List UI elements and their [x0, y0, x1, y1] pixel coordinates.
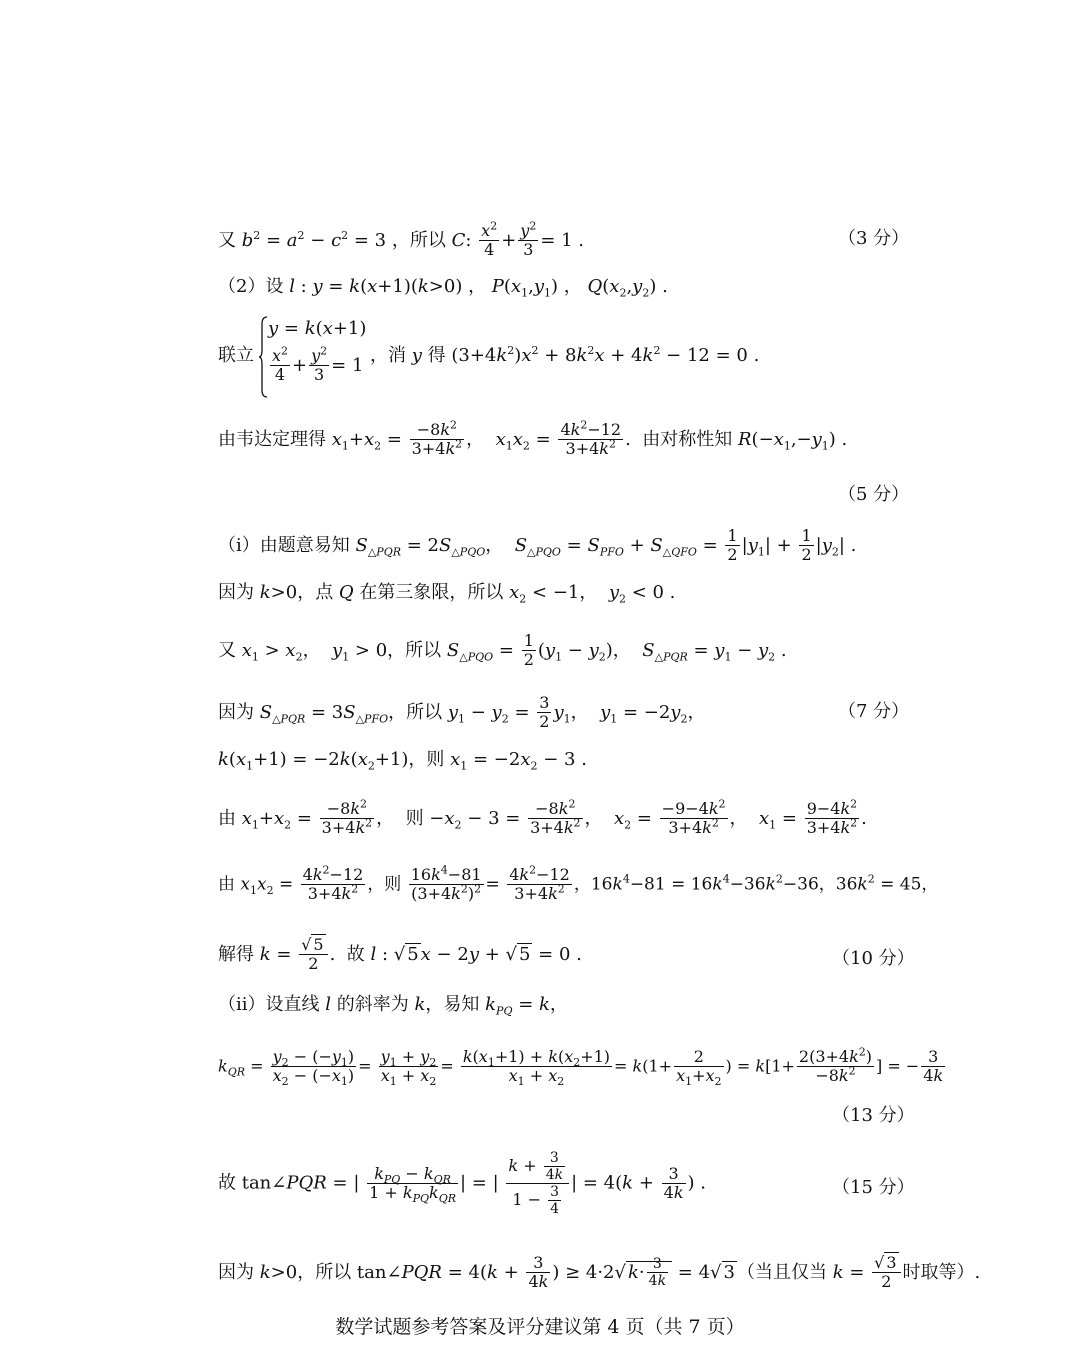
solution-line-system-label: 联立	[218, 345, 254, 366]
score-5: （5 分）	[838, 484, 910, 505]
score-10: （10 分）	[832, 948, 915, 969]
score-15: （15 分）	[832, 1177, 915, 1198]
solution-line-part-ii: （ⅱ）设直线 l 的斜率为 k，易知 $k_{PQ} = k$，	[218, 994, 568, 1018]
solution-line-quadrant: 因为 k>0，点 Q 在第三象限，所以 $x_2 < -1$， $y_2 < 0$ .	[218, 582, 676, 606]
system-eq2: $\frac{x^2}{4}$ + $\frac{y^2}{3}$ = 1	[272, 344, 364, 385]
solution-line-area-ratio: 因为 $S_{\triangle PQR} = 3S_{\triangle PFO}$，所以 $y_1 - y_2$ = $\frac{3}{2}$ $y_1$， $y_1 = -2y_2$，	[218, 693, 706, 732]
solution-line-inequality: 因为 k>0，所以 tan∠PQR = 4(k + $\frac{3}{4k}$ ) ≥ 4·2√ k· $\frac{3}{4k}$ = 4√ 3 （当且仅当 k = $\frac{√ 3}{2}$ 时取等）.	[218, 1253, 981, 1292]
solution-line-part2-setup: （2）设 l : y = k(x+1)(k>0) ， $P(x_1,y_1)$ ， $Q(x_2,y_2)$ .	[218, 276, 668, 300]
system-brace	[258, 316, 268, 398]
solution-line-vieta: 由韦达定理得 $x_1+x_2$ = $\frac{-8k^2}{3+4k^2}$ ， $x_1x_2$ = $\frac{4k^2-12}{3+4k^2}$ . 由对称性知 $R(-x_1,-y_1)$ .	[218, 418, 848, 459]
solution-line-eliminate-y: ，消 y 得 $(3+4k^2)x^2 + 8k^2x + 4k^2 - 12 = 0$ .	[370, 344, 760, 366]
score-3: （3 分）	[838, 228, 910, 249]
solution-line-kqr: $k_{QR}$ = $\frac{y_2 - (-y_1)}{x_2 - (-x_1)}$ = $\frac{y_1 + y_2}{x_1 + x_2}$ = $\frac{k(x_1+1) + k(x_2+1)}{x_1 + x_2}$ = k(1+ $\frac{2}{x_1+x_2}$ ) = k[1+ $\frac{2(3+4k^2)}{-8k^2}$ ] = − $\frac{3}{4k}$	[218, 1045, 944, 1089]
solution-line-b-squared: 又 $b^2 = a^2 - c^2 = 3$ ，所以 C: $\frac{x^2}{4}$ + $\frac{y^2}{3}$ = 1 .	[218, 219, 585, 260]
score-7: （7 分）	[838, 701, 910, 722]
solution-line-solve-x: 由 $x_1+x_2$ = $\frac{-8k^2}{3+4k^2}$ ， 则 $-x_2 - 3$ = $\frac{-8k^2}{3+4k^2}$ ， $x_2$ = $\frac{-9-4k^2}{3+4k^2}$ ， $x_1$ = $\frac{9-4k^2}{3+4k^2}$ .	[218, 797, 867, 838]
solution-line-area-i: （ⅰ）由题意易知 $S_{\triangle PQR} = 2S_{\triangle PQO}$， $S_{\triangle PQO} = S_{PFO} + S_{\triangle QFO}$ = $\frac{1}{2}$ $|y_1|$ + $\frac{1}{2}$ $|y_2|$ .	[218, 526, 857, 565]
solution-line-solve-k: 由 $x_1x_2$ = $\frac{4k^2-12}{3+4k^2}$ ，则 $\frac{16k^4-81}{(3+4k^2)^2}$ = $\frac{4k^2-12}{3+4k^2}$ ，$16k^4-81 = 16k^4-36k^2-36$，$36k^2 = 45$，	[218, 863, 939, 904]
score-13: （13 分）	[832, 1105, 915, 1126]
solution-line-area-express: 又 $x_1 > x_2$， $y_1 > 0$，所以 $S_{\triangle PQO}$ = $\frac{1}{2}$ $(y_1 - y_2)$， $S_{\triangle PQR} = y_1 - y_2$ .	[218, 631, 787, 670]
solution-line-tan: 故 tan∠PQR = | $\frac{k_{PQ} - k_{QR}}{1 + k_{PQ}k_{QR}}$ | = | k + $\frac{3}{4k}$ 1 − $\frac{3}{4}$ | = 4(k + $\frac{3}{4k}$ ) .	[218, 1150, 706, 1218]
system-eq1: y = k(x+1)	[268, 318, 367, 339]
page-footer: 数学试题参考答案及评分建议第 4 页（共 7 页）	[335, 1316, 745, 1338]
solution-line-x1-x2-relation: $k(x_1+1) = -2k(x_2+1)$，则 $x_1 = -2x_2 - 3$ .	[218, 749, 587, 773]
solution-line-k-value: 解得 k = $\frac{√ 5}{2}$ . 故 l : √ 5 x − 2y + √ 5 = 0 .	[218, 935, 582, 974]
